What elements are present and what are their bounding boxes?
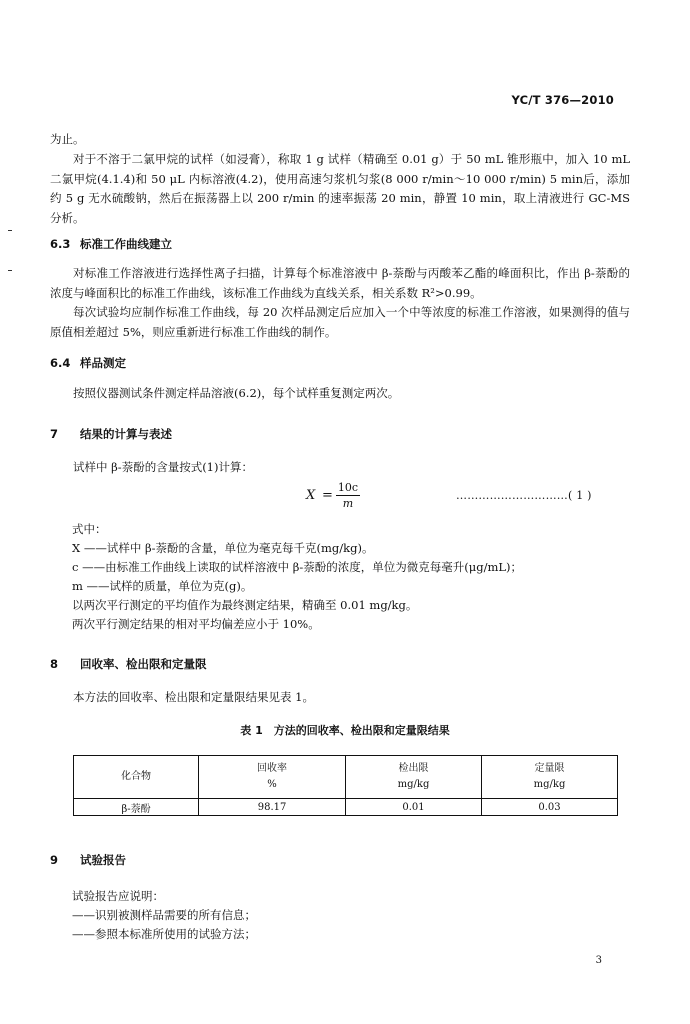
formula-leader-dots: ………………………… <box>456 489 568 502</box>
paragraph-report-intro: 试验报告应说明： <box>72 889 164 903</box>
section-heading-9 <box>50 852 126 868</box>
section-title: 标准工作曲线建立 <box>80 237 173 251</box>
section-title: 试验报告 <box>80 853 127 867</box>
cell-loq: 0.03 <box>481 799 617 816</box>
margin-mark <box>8 230 12 231</box>
formula-fraction <box>336 480 360 512</box>
results-table <box>73 755 618 816</box>
formula-denominator: m <box>342 497 354 510</box>
paragraph-insoluble-sample: 对于不溶于二氯甲烷的试样（如浸膏），称取 1 g 试样（精确至 0.01 g）于 50 mL 锥形瓶中，加入 10 mL二氯甲烷(4.1.4)和 50 μL 内标溶液(4.2)，使用高速匀浆机匀浆(8 000 r/min～10 000 r/min) 5 min后，添加约 5 g 无水硫酸钠，然后在振荡器上以 200 r/min 的速率振荡 20 min，静置 10 min，取上清液进行 GC-MS 分析。 <box>50 152 630 225</box>
header-lod: 检出限 mg/kg <box>345 756 481 799</box>
table-caption: 表 1 方法的回收率、检出限和定量限结果 <box>240 724 450 737</box>
paragraph-calc-intro: 试样中 β-萘酚的含量按式(1)计算： <box>73 460 253 474</box>
definition-m: m ——试样的质量，单位为克(g)。 <box>72 579 253 593</box>
table-row <box>74 799 618 816</box>
margin-mark <box>8 270 12 271</box>
cell-recovery: 98.17 <box>199 799 346 816</box>
section-number: 9 <box>50 853 59 867</box>
section-title: 样品测定 <box>80 356 127 370</box>
report-item: ——识别被测样品需要的所有信息； <box>72 908 256 922</box>
section-title: 回收率、检出限和定量限 <box>80 657 207 671</box>
header-loq: 定量限 mg/kg <box>481 756 617 799</box>
section-heading-6-3 <box>50 236 172 252</box>
formula-1 <box>0 478 690 518</box>
page-number: 3 <box>595 955 602 966</box>
standard-number: YC/T 376—2010 <box>511 93 614 107</box>
cell-compound: β-萘酚 <box>74 799 199 816</box>
section-heading-6-4 <box>50 355 126 371</box>
section-number: 8 <box>50 657 59 671</box>
table-header-row <box>74 756 618 799</box>
paragraph-deviation: 两次平行测定结果的相对平均偏差应小于 10%。 <box>72 617 320 631</box>
formula-number <box>456 489 592 502</box>
paragraph-calibration-check: 每次试验均应制作标准工作曲线，每 20 次样品测定后应加入一个中等浓度的标准工作溶液，如果测得的值与原值相差超过 5%，则应重新进行标准工作曲线的制作。 <box>50 305 630 339</box>
header-compound: 化合物 <box>74 756 199 799</box>
definition-c: c ——由标准工作曲线上读取的试样溶液中 β-萘酚的浓度，单位为微克每毫升(μg/mL)； <box>72 560 523 574</box>
section-number: 6.3 <box>50 237 71 251</box>
paragraph-sample-measure: 按照仪器测试条件测定样品溶液(6.2)，每个试样重复测定两次。 <box>73 386 400 400</box>
paragraph-average: 以两次平行测定的平均值作为最终测定结果，精确至 0.01 mg/kg。 <box>72 598 418 612</box>
cell-lod: 0.01 <box>345 799 481 816</box>
formula-tag: ( 1 ) <box>568 489 592 502</box>
section-number: 7 <box>50 427 59 441</box>
paragraph-table-ref: 本方法的回收率、检出限和定量限结果见表 1。 <box>73 690 314 704</box>
header-recovery: 回收率 % <box>199 756 346 799</box>
paragraph-calibration: 对标准工作溶液进行选择性离子扫描，计算每个标准溶液中 β-萘酚与丙酸苯乙酯的峰面积比，作出 β-萘酚的浓度与峰面积比的标准工作曲线，该标准工作曲线为直线关系，相关系数 R²>0.99。 <box>50 266 630 300</box>
where-label: 式中： <box>72 522 107 536</box>
report-item: ——参照本标准所使用的试验方法； <box>72 927 256 941</box>
definition-x: X ——试样中 β-萘酚的含量，单位为毫克每千克(mg/kg)。 <box>72 541 374 555</box>
section-heading-7 <box>50 426 172 442</box>
formula-lhs: X <box>306 488 316 503</box>
section-number: 6.4 <box>50 356 71 370</box>
section-title: 结果的计算与表述 <box>80 427 173 441</box>
section-heading-8 <box>50 656 207 672</box>
formula-equals: = <box>322 488 333 503</box>
formula-numerator: 10c <box>337 481 359 494</box>
paragraph-end-of-6-2: 为止。 <box>50 132 85 146</box>
